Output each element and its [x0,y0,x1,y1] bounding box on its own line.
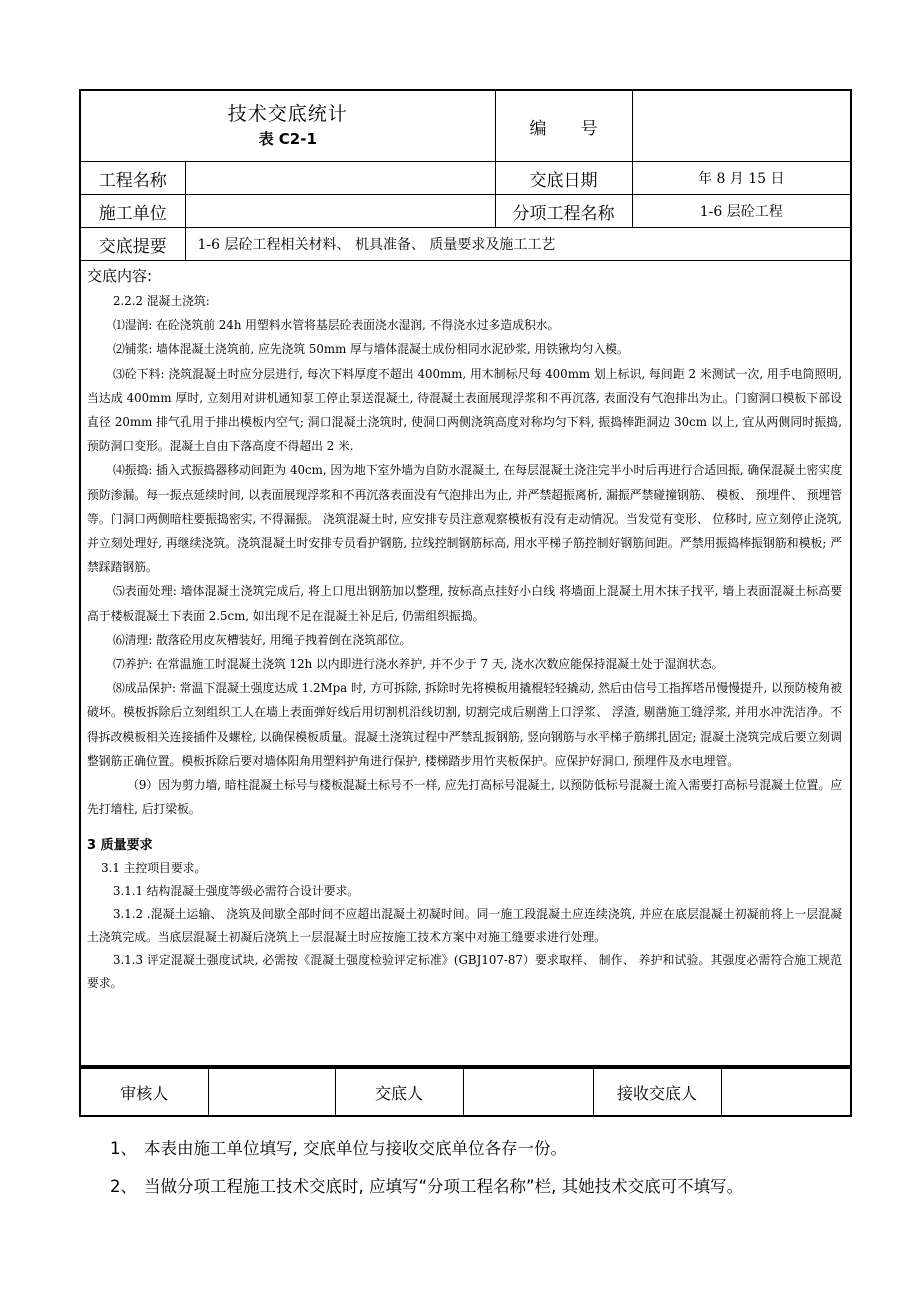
content-paragraph: ⑸表面处理: 墙体混凝土浇筑完成后, 将上口甩出钢筋加以整理, 按标高点挂好小白线 将墙面上混凝土用木抹子找平, 墙上表面混凝土标高要高于楼板混凝土下表面 2.5cm, 如出现不足在混凝土补足后, 仍需组织振捣。 [87,584,843,623]
project-name-field[interactable] [185,162,495,195]
summary-field[interactable]: 1-6 层砼工程相关材料、 机具准备、 质量要求及施工工艺 [185,228,851,261]
presenter-field[interactable] [463,1068,593,1116]
presenter-label: 交底人 [335,1068,463,1116]
content-paragraph: ⑻成品保护: 常温下混凝土强度达成 1.2Mpa 时, 方可拆除, 拆除时先将模板用撬棍轻轻撬动, 然后由信号工指挥塔吊慢慢提升, 以预防棱角被破坏。模板拆除后立刻组织工人在墙上表面弹好线后用切割机沿线切割, 切割完成后剔凿上口浮浆、 浮渣, 剔凿施工缝浮浆, 并用水冲洗洁净。不得拆改模板相关连接插件及螺栓, 以确保模板质量。混凝土浇筑过程中严禁乱扳钢筋, 竖向钢筋与水平梯子筋绑扎固定; 混凝土浇筑完成后要立刻调整钢筋正确位置。模板拆除后要对墙体阳角用塑料护角进行保护, 楼梯踏步用竹夹板保护。应保护好洞口, 预埋件及水电埋管。 [87,681,843,768]
content-paragraph: （9）因为剪力墙, 暗柱混凝土标号与楼板混凝土标号不一样, 应先打高标号混凝土, 以预防低标号混凝土流入需要打高标号混凝土位置。应先打墙柱, 后打梁板。 [87,778,843,817]
form-title: 技术交底统计 [227,103,348,125]
technical-disclosure-form [79,89,850,1117]
project-name-label: 工程名称 [80,162,185,195]
content-paragraph: ⑹清理: 散落砼用皮灰槽装好, 用绳子拽着倒在浇筑部位。 [112,632,412,647]
number-label: 编 号 [495,90,632,162]
content-paragraph: ⑷振捣: 插入式振捣器移动间距为 40cm, 因为地下室外墙为自防水混凝土, 在每层混凝土浇注完半小时后再进行合适回振, 确保混凝土密实度预防渗漏。每一振点延续时间, 以表面展现浮浆和不再沉落表面没有气泡排出为止, 并严禁超振离析, 漏振严禁碰撞钢筋、 模板、 预埋件、 预埋管等。门洞口两侧暗柱要振捣密实, 不得漏振。 浇筑混凝土时, 应安排专员注意观察模板有没有走动情况。当发觉有变形、 位移时, 应立刻停止浇筑, 并立刻处理好, 再继续浇筑。浇筑混凝土时安排专员看护钢筋, 拉线控制钢筋标高, 用水平梯子筋控制好钢筋间距。严禁用振捣棒振钢筋和模板; 严禁踩踏钢筋。 [87,463,843,575]
form-code: 表 C2-1 [258,130,317,148]
number-field[interactable] [632,90,851,162]
sub-project-label: 分项工程名称 [495,195,632,228]
receiver-field[interactable] [721,1068,851,1116]
footnote [110,1168,890,1206]
content-paragraph: ⑶砼下料: 浇筑混凝土时应分层进行, 每次下料厚度不超出 400mm, 用木制标尺每 400mm 划上标识, 每间距 2 米测试一次, 用手电筒照明, 当达成 400mm 厚时, 立刻用对讲机通知泵工停止泵送混凝土, 待混凝土表面展现浮浆和不再沉落, 表面没有气泡排出为止。门窗洞口模板下部设直径 20mm 排气孔用于排出模板内空气; 洞口混凝土浇筑时, 使洞口两侧浇筑高度对称均匀下料, 振捣棒距洞边 30cm 以上, 宜从两侧同时振捣, 预防洞口变形。混凝土自由下落高度不得超出 2 米. [87,366,843,454]
signature-table [79,1067,852,1117]
quality-item: 3.1 主控项目要求。 [101,861,207,876]
footnote-text: 当做分项工程施工技术交底时, 应填写“分项工程名称”栏, 其她技术交底可不填写。 [144,1177,744,1196]
reviewer-field[interactable] [208,1068,335,1116]
sub-project-field[interactable]: 1-6 层砼工程 [632,195,851,228]
form-title-cell [80,90,495,162]
content-paragraph: ⑵铺浆: 墙体混凝土浇筑前, 应先浇筑 50mm 厚与墙体混凝土成份相同水泥砂浆, 用铁锹均匀入模。 [112,342,629,357]
footnote [110,1130,890,1168]
content-paragraph: 2.2.2 混凝土浇筑: [112,294,210,308]
disclosure-content [80,261,851,1067]
form-table [79,89,852,1067]
footnotes [110,1130,890,1206]
receiver-label: 接收交底人 [593,1068,721,1116]
footnote-text: 本表由施工单位填写, 交底单位与接收交底单位各存一份。 [144,1139,567,1158]
quality-item: 3.1.2 .混凝土运输、 浇筑及间歇全部时间不应超出混凝土初凝时间。同一施工段混凝土应连续浇筑, 并应在底层混凝土初凝前将上一层混凝土浇筑完成。当底层混凝土初凝后浇筑上一层混凝土时应按施工技术方案中对施工缝要求进行处理。 [87,907,843,945]
disclosure-date-field[interactable]: 年 8 月 15 日 [632,162,851,195]
content-heading: 交底内容: [87,267,153,285]
footnote-number: 1、 [110,1139,137,1158]
quality-heading: 3 质量要求 [87,838,153,854]
construction-unit-field[interactable] [185,195,495,228]
content-paragraph: ⑺养护: 在常温施工时混凝土浇筑 12h 以内即进行浇水养护, 并不少于 7 天, 浇水次数应能保持混凝土处于湿润状态。 [112,657,724,672]
reviewer-label: 审核人 [80,1068,208,1116]
quality-item: 3.1.1 结构混凝土强度等级必需符合设计要求。 [112,884,360,899]
summary-label: 交底提要 [80,228,185,261]
disclosure-date-label: 交底日期 [495,162,632,195]
construction-unit-label: 施工单位 [80,195,185,228]
footnote-number: 2、 [110,1177,137,1196]
content-paragraph: ⑴湿润: 在砼浇筑前 24h 用塑料水管将基层砼表面浇水湿润, 不得浇水过多造成积水。 [112,318,560,333]
quality-item: 3.1.3 评定混凝土强度试块, 必需按《混凝土强度检验评定标准》(GBJ107-87）要求取样、 制作、 养护和试验。其强度必需符合施工规范要求。 [87,953,843,991]
